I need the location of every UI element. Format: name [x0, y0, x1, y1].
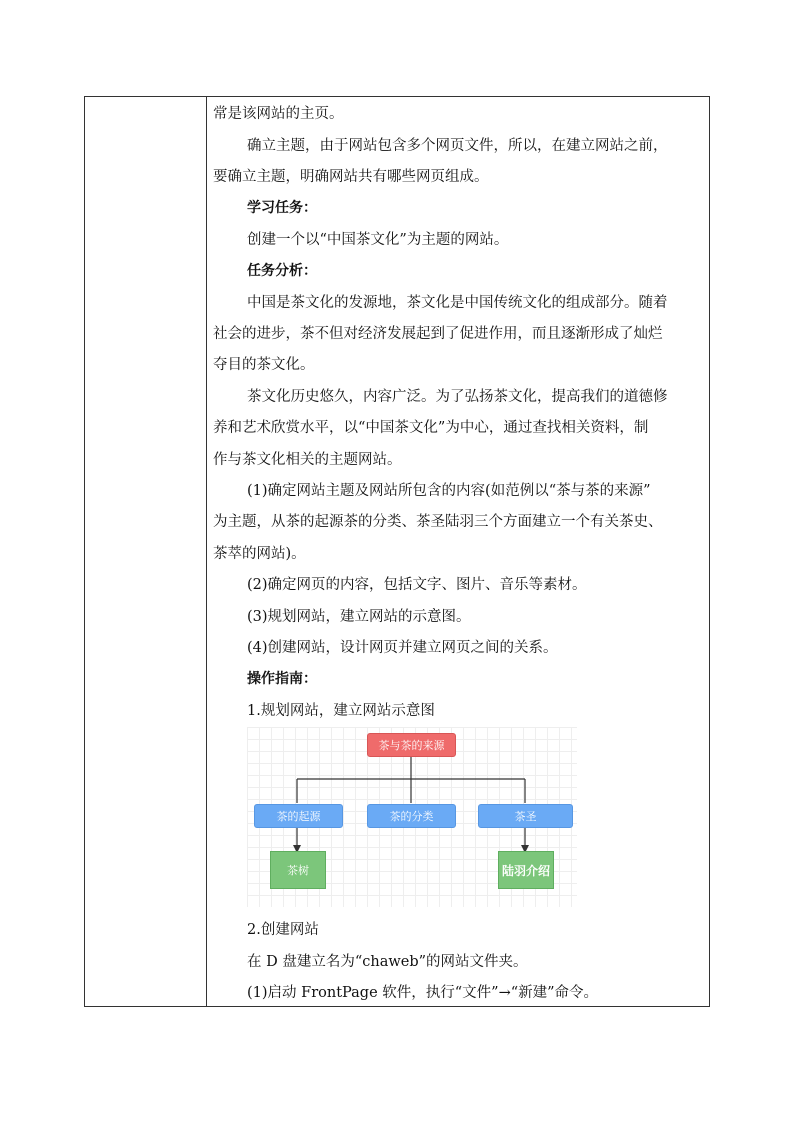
- heading-operation-guide: 操作指南：: [247, 671, 317, 687]
- site-structure-diagram: [247, 727, 577, 907]
- paragraph-line: 要确立主题，明确网站共有哪些网页组成。: [213, 169, 489, 185]
- diagram-node-luyu: 陆羽介绍: [498, 851, 554, 889]
- paragraph-line: 茶文化历史悠久，内容广泛。为了弘扬茶文化，提高我们的道德修: [247, 389, 668, 405]
- paragraph-line: (1)启动 FrontPage 软件，执行“文件”→“新建”命令。: [247, 985, 599, 1001]
- paragraph-line: 中国是茶文化的发源地，茶文化是中国传统文化的组成部分。随着: [247, 295, 668, 311]
- paragraph-line: (4)创建网站，设计网页并建立网页之间的关系。: [247, 640, 558, 656]
- diagram-node-category: 茶的分类: [367, 804, 456, 828]
- diagram-node-root: 茶与茶的来源: [367, 733, 456, 757]
- paragraph-line: 常是该网站的主页。: [213, 106, 344, 122]
- paragraph-line: (3)规划网站，建立网站的示意图。: [247, 609, 471, 625]
- paragraph-line: (1)确定网站主题及网站所包含的内容(如范例以“茶与茶的来源”: [247, 483, 651, 499]
- paragraph-line: 茶萃的网站)。: [213, 546, 306, 562]
- paragraph-line: 在 D 盘建立名为“chaweb”的网站文件夹。: [247, 954, 528, 970]
- paragraph-line: 夺目的茶文化。: [213, 357, 315, 373]
- diagram-node-tea-tree: 茶树: [270, 851, 326, 889]
- column-divider: [206, 97, 207, 1006]
- heading-task-analysis: 任务分析：: [247, 263, 317, 279]
- paragraph-line: 社会的进步，茶不但对经济发展起到了促进作用，而且逐渐形成了灿烂: [213, 326, 663, 342]
- paragraph-line: 2.创建网站: [247, 922, 319, 938]
- diagram-node-tea-sage: 茶圣: [478, 804, 573, 828]
- paragraph-line: 养和艺术欣赏水平，以“中国茶文化”为中心，通过查找相关资料，制: [213, 420, 649, 436]
- paragraph-line: 确立主题，由于网站包含多个网页文件，所以，在建立网站之前，: [247, 138, 668, 154]
- paragraph-line: 为主题，从茶的起源茶的分类、茶圣陆羽三个方面建立一个有关茶史、: [213, 514, 663, 530]
- heading-learning-task: 学习任务：: [247, 200, 317, 216]
- paragraph-line: 创建一个以“中国茶文化”为主题的网站。: [247, 232, 509, 248]
- diagram-node-origin: 茶的起源: [254, 804, 343, 828]
- document-table: [84, 96, 710, 1007]
- paragraph-line: 1.规划网站，建立网站示意图: [247, 703, 435, 719]
- paragraph-line: (2)确定网页的内容，包括文字、图片、音乐等素材。: [247, 577, 587, 593]
- paragraph-line: 作与茶文化相关的主题网站。: [213, 452, 402, 468]
